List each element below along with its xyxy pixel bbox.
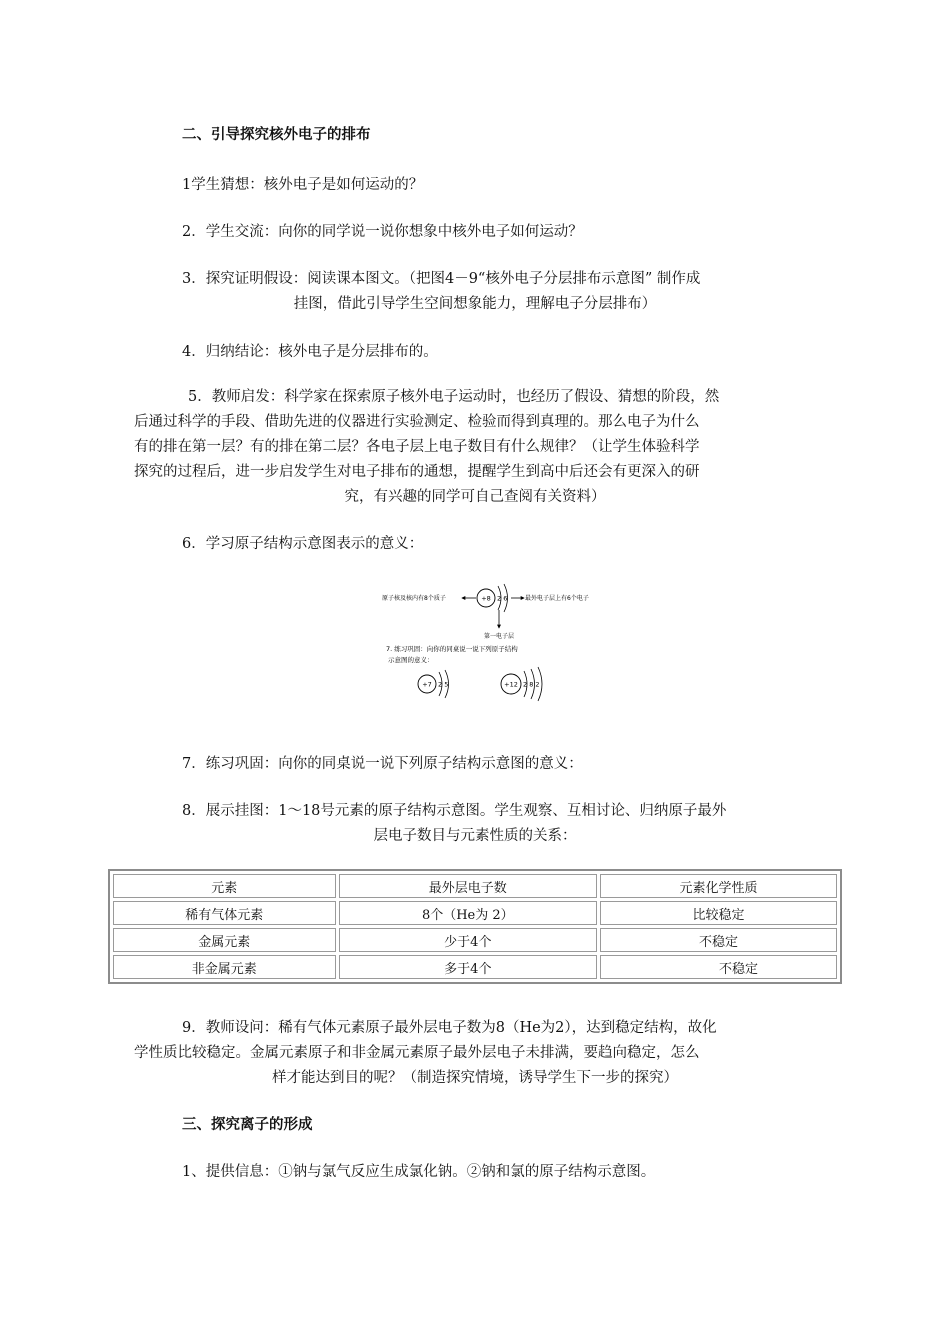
section-3-heading: 三、探究离子的形成 [182,1117,313,1133]
table-row [113,928,837,952]
item-9-line-2: 学性质比较稳定。金属元素原子和非金属元素原子最外层电子未排满，要趋向稳定，怎么 [134,1045,700,1061]
table-cell: 非金属元素 [113,955,336,979]
table-cell: 比较稳定 [600,901,837,925]
item-8-line-2: 层电子数目与元素性质的关系： [373,828,577,844]
section-3-item-1: 1、提供信息：①钠与氯气反应生成氯化钠。②钠和氯的原子结构示意图。 [182,1164,656,1180]
item-8-line-1: 8．展示挂图：1～18号元素的原子结构示意图。学生观察、互相讨论、归纳原子最外 [182,803,727,819]
table-header-cell: 最外层电子数 [339,874,597,898]
item-5-line-4: 探究的过程后，进一步启发学生对电子排布的通想，提醒学生到高中后还会有更深入的研 [134,464,700,480]
figure-left-label: 原子核及核内有8个质子 [382,595,446,602]
magnesium-nucleus-label: +12 [504,680,518,689]
item-7: 7．练习巩固：向你的同桌说一说下列原子结构示意图的意义： [182,756,583,772]
table-header-cell: 元素化学性质 [600,874,837,898]
figure-bottom-label: 第一电子层 [484,633,515,640]
item-5-line-5: 究，有兴趣的同学可自己查阅有关资料） [344,489,606,505]
oxygen-nucleus-label: +8 [481,594,491,603]
item-2: 2．学生交流：向你的同学说一说你想象中核外电子如何运动？ [182,224,583,240]
figure-right-label: 最外电子层上有6个电子 [525,595,589,602]
table-cell: 8个（He为 2） [339,901,597,925]
item-5-line-1: 5．教师启发：科学家在探索原子核外电子运动时，也经历了假设、猜想的阶段，然 [188,389,720,405]
table-cell: 不稳定 [600,955,837,979]
magnesium-electrons: 2 8 2 [523,680,540,689]
nitrogen-electrons: 2 5 [438,680,449,689]
section-2-heading: 二、引导探究核外电子的排布 [182,127,371,143]
item-5-line-2: 后通过科学的手段、借助先进的仪器进行实验测定、检验而得到真理的。那么电子为什么 [134,414,700,430]
nitrogen-nucleus-label: +7 [422,680,432,689]
item-9-line-1: 9．教师设问：稀有气体元素原子最外层电子数为8（He为2），达到稳定结构，故化 [182,1020,717,1036]
table-cell: 稀有气体元素 [113,901,336,925]
figure-caption-line-1: 7. 练习巩固：向你的同桌说一说下列原子结构 [386,645,518,653]
item-3-line-2: 挂图，借此引导学生空间想象能力，理解电子分层排布） [293,296,657,312]
table-row [113,955,837,979]
table-header-cell: 元素 [113,874,336,898]
element-properties-table [108,869,842,984]
table-cell: 金属元素 [113,928,336,952]
table-cell: 多于4个 [339,955,597,979]
item-1: 1学生猜想：核外电子是如何运动的？ [182,177,424,193]
item-3-line-1: 3．探究证明假设：阅读课本图文。（把图4－9“核外电子分层排布示意图” 制作成 [182,271,701,287]
table-header-row [113,874,837,898]
figure-caption-line-2: 示意图的意义： [388,656,434,664]
table-row [113,901,837,925]
item-4: 4．归纳结论：核外电子是分层排布的。 [182,344,438,360]
item-5-line-3: 有的排在第一层？有的排在第二层？各电子层上电子数目有什么规律？（让学生体验科学 [134,439,700,455]
oxygen-electrons: 2 6 [497,594,508,603]
item-6: 6．学习原子结构示意图表示的意义： [182,536,424,552]
table-cell: 少于4个 [339,928,597,952]
atom-structure-figure [380,578,589,708]
item-9-line-3: 样才能达到目的呢？（制造探究情境，诱导学生下一步的探究） [272,1070,678,1086]
table-cell: 不稳定 [600,928,837,952]
